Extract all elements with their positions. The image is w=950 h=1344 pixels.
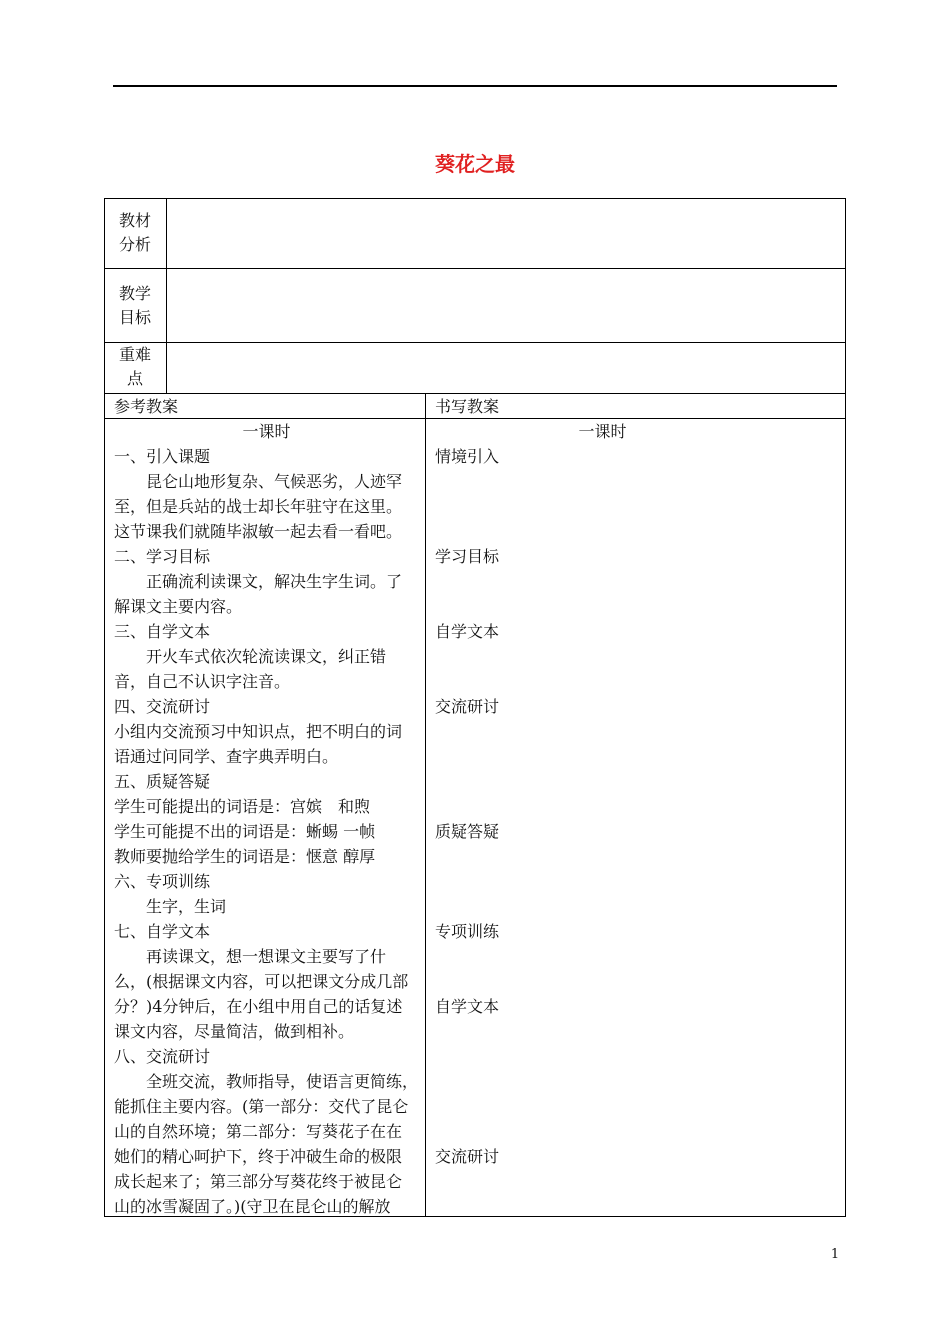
page-number: 1 [830, 1247, 840, 1262]
left-lines [114, 444, 419, 1219]
left-line: 解课文主要内容。 [114, 597, 243, 616]
left-line: 分？)4分钟后，在小组中用自己的话复述 [114, 997, 403, 1016]
left-line: 山的冰雪凝固了。)(守卫在昆仑山的解放 [114, 1197, 391, 1216]
row-label-goals [104, 282, 166, 330]
table-divider [104, 342, 846, 343]
left-line: 么，(根据课文内容，可以把课文分成几部 [114, 972, 409, 991]
left-line: 四、交流研讨 [114, 697, 211, 716]
left-line: 成长起来了；第三部分写葵花终于被昆仑 [114, 1172, 403, 1191]
left-line: 学生可能提不出的词语是：蜥蜴 一帧 [114, 822, 376, 841]
left-line: 语通过问同学、查字典弄明白。 [114, 747, 339, 766]
left-line: 七、自学文本 [114, 922, 211, 941]
left-line: 能抓住主要内容。(第一部分：交代了昆仑 [114, 1097, 409, 1116]
left-line: 山的自然环境；第二部分：写葵花子在在 [114, 1122, 403, 1141]
header-reference-plan: 参考教案 [114, 397, 179, 416]
reference-plan-body [114, 419, 419, 1219]
right-step: 学习目标 [435, 547, 500, 566]
table-divider [104, 268, 846, 269]
left-lesson-heading: 一课时 [242, 422, 291, 441]
row-label-key-text: 重难点 [119, 345, 152, 388]
left-line: 正确流利读课文，解决生字生词。了 [146, 572, 403, 591]
right-step: 自学文本 [435, 997, 500, 1016]
row-label-goals-text: 教学目标 [119, 284, 152, 327]
right-step: 专项训练 [435, 922, 500, 941]
left-line: 开火车式依次轮流读课文，纠正错 [146, 647, 387, 666]
right-step: 情境引入 [435, 447, 500, 466]
right-step: 交流研讨 [435, 697, 500, 716]
left-line: 再读课文，想一想课文主要写了什 [146, 947, 387, 966]
plan-column-divider [425, 393, 426, 1217]
left-line: 二、学习目标 [114, 547, 211, 566]
left-line: 生字，生词 [146, 897, 227, 916]
right-step: 质疑答疑 [435, 822, 500, 841]
left-line: 音，自己不认识字注音。 [114, 672, 291, 691]
left-line: 昆仑山地形复杂、气候恶劣，人迹罕 [146, 472, 403, 491]
right-lines [435, 444, 835, 1219]
left-line: 一、引入课题 [114, 447, 211, 466]
writing-plan-body [435, 419, 835, 1219]
left-line: 全班交流，教师指导，使语言更简练， [146, 1072, 419, 1091]
left-line: 六、专项训练 [114, 872, 211, 891]
right-step: 交流研讨 [435, 1147, 500, 1166]
left-line: 至，但是兵站的战士却长年驻守在这里。 [114, 497, 403, 516]
header-writing-plan: 书写教案 [435, 397, 500, 416]
left-line: 八、交流研讨 [114, 1047, 211, 1066]
right-lesson-heading: 一课时 [578, 422, 627, 441]
left-line: 这节课我们就随毕淑敏一起去看一看吧。 [114, 522, 403, 541]
row-label-material [104, 209, 166, 257]
left-line: 学生可能提出的词语是：宫嫔 和煦 [114, 797, 371, 816]
page-title: 葵花之最 [435, 152, 515, 176]
left-line: 她们的精心呵护下，终于冲破生命的极限 [114, 1147, 403, 1166]
row-label-material-text: 教材分析 [119, 211, 152, 254]
left-line: 小组内交流预习中知识点，把不明白的词 [114, 722, 403, 741]
label-column-divider [166, 198, 167, 393]
header-rule [113, 85, 837, 87]
right-step: 自学文本 [435, 622, 500, 641]
left-line: 五、质疑答疑 [114, 772, 211, 791]
left-line: 课文内容，尽量简洁，做到相补。 [114, 1022, 355, 1041]
left-line: 三、自学文本 [114, 622, 211, 641]
left-line: 教师要抛给学生的词语是：惬意 醇厚 [114, 847, 376, 866]
row-label-key [104, 343, 166, 391]
